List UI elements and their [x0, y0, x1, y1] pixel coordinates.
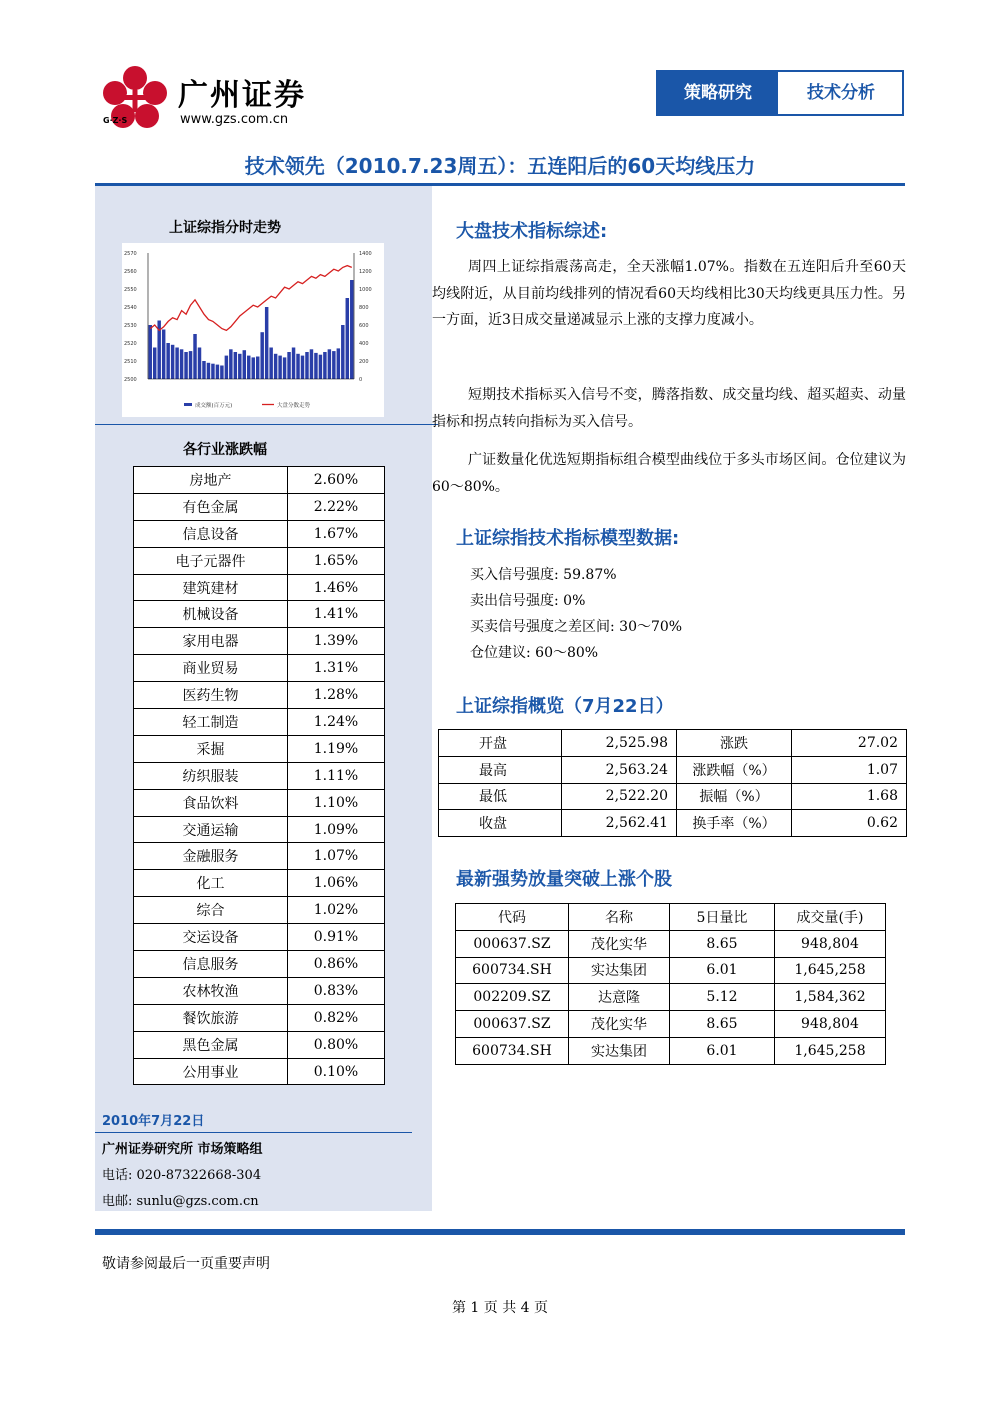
- industry-name: 餐饮旅游: [134, 1004, 288, 1031]
- stocks-row: [456, 984, 886, 1011]
- stocks-cell: 茂化实华: [569, 930, 670, 957]
- industry-change: 0.10%: [288, 1058, 385, 1085]
- market-overview-table: [438, 729, 907, 837]
- stocks-cell: 600734.SH: [456, 1037, 569, 1064]
- industry-name: 房地产: [134, 467, 288, 494]
- overview-row: [439, 783, 907, 810]
- industry-name: 电子元器件: [134, 547, 288, 574]
- industry-name: 轻工制造: [134, 709, 288, 736]
- y-right-tick: 1400: [359, 251, 372, 257]
- overview-cell: 最低: [439, 783, 562, 810]
- volume-bar: [283, 357, 286, 379]
- stocks-cell: 002209.SZ: [456, 984, 569, 1011]
- stocks-cell: 600734.SH: [456, 957, 569, 984]
- industry-title: 各行业涨跌幅: [183, 442, 267, 458]
- section-overview-heading: 大盘技术指标综述:: [456, 221, 608, 242]
- y-axis-right: [359, 251, 372, 383]
- volume-bar: [301, 356, 304, 379]
- industry-row: [134, 520, 385, 547]
- industry-change: 1.09%: [288, 816, 385, 843]
- industry-row: [134, 924, 385, 951]
- volume-bar: [193, 334, 196, 379]
- y-right-tick: 200: [359, 359, 369, 365]
- tag-technical-analysis: 技术分析: [807, 83, 875, 103]
- volume-bar: [198, 348, 201, 380]
- stocks-table: [455, 903, 886, 1065]
- brand-abbr: G·Z·S: [103, 116, 128, 125]
- model-buy-strength: 买入信号强度: 59.87%: [470, 567, 617, 583]
- industry-row: [134, 547, 385, 574]
- industry-change: 0.83%: [288, 977, 385, 1004]
- stocks-row: [456, 1011, 886, 1038]
- industry-row: [134, 493, 385, 520]
- industry-row: [134, 709, 385, 736]
- y-right-tick: 600: [359, 323, 369, 329]
- y-left-tick: 2550: [124, 287, 137, 293]
- industry-name: 公用事业: [134, 1058, 288, 1085]
- volume-bars: [149, 280, 354, 379]
- sidebar-divider-2: [95, 1132, 412, 1133]
- stocks-cell: 5.12: [670, 984, 775, 1011]
- volume-bar: [247, 356, 250, 379]
- stocks-cell: 6.01: [670, 957, 775, 984]
- industry-name: 机械设备: [134, 601, 288, 628]
- stocks-cell: 000637.SZ: [456, 930, 569, 957]
- volume-bar: [346, 298, 349, 379]
- industry-change: 1.10%: [288, 789, 385, 816]
- stocks-cell: 达意隆: [569, 984, 670, 1011]
- volume-bar: [296, 354, 299, 379]
- overview-row: [439, 756, 907, 783]
- overview-cell: 涨跌: [677, 730, 792, 757]
- model-diff-range: 买卖信号强度之差区间: 30～70%: [470, 619, 683, 635]
- stocks-row: [456, 957, 886, 984]
- volume-bar: [260, 332, 263, 379]
- contact-phone: 电话: 020-87322668-304: [102, 1168, 262, 1183]
- industry-name: 采掘: [134, 735, 288, 762]
- y-right-tick: 0: [359, 377, 363, 383]
- industry-name: 建筑建材: [134, 574, 288, 601]
- volume-bar: [202, 361, 205, 379]
- volume-bar: [328, 349, 331, 379]
- industry-row: [134, 574, 385, 601]
- volume-bar: [332, 351, 335, 379]
- volume-bar: [314, 353, 317, 379]
- volume-bar: [350, 280, 353, 379]
- volume-bar: [171, 345, 174, 379]
- stocks-cell: 实达集团: [569, 957, 670, 984]
- intraday-chart: [122, 243, 384, 417]
- dept-name: 广州证券研究所 市场策略组: [102, 1142, 263, 1157]
- brand-name: 广州证券: [178, 78, 306, 113]
- volume-bar: [323, 352, 326, 379]
- chart-title: 上证综指分时走势: [169, 220, 281, 236]
- volume-bar: [153, 348, 156, 380]
- legend-price: 大盘分数走势: [277, 403, 311, 409]
- section-market-heading: 上证综指概览（7月22日）: [456, 696, 674, 717]
- industry-change: 1.02%: [288, 897, 385, 924]
- volume-bar: [305, 352, 308, 379]
- industry-name: 综合: [134, 897, 288, 924]
- overview-paragraph-2: 短期技术指标买入信号不变，腾落指数、成交量均线、超买超卖、动量指标和拐点转向指标为买入信号。: [432, 387, 906, 430]
- stocks-cell: 948,804: [775, 930, 886, 957]
- y-left-tick: 2570: [124, 251, 137, 257]
- legend-swatch-volume: [184, 403, 192, 406]
- volume-bar: [189, 351, 192, 379]
- overview-cell: 1.07: [792, 756, 907, 783]
- volume-bar: [310, 349, 313, 379]
- volume-bar: [225, 356, 228, 379]
- industry-change: 0.80%: [288, 1031, 385, 1058]
- volume-bar: [149, 325, 152, 379]
- y-left-tick: 2530: [124, 323, 137, 329]
- volume-bar: [287, 352, 290, 379]
- volume-bar: [341, 325, 344, 379]
- y-right-tick: 1200: [359, 269, 372, 275]
- y-left-tick: 2500: [124, 377, 137, 383]
- industry-row: [134, 682, 385, 709]
- overview-cell: 2,522.20: [562, 783, 677, 810]
- industry-change: 2.22%: [288, 493, 385, 520]
- industry-row: [134, 1058, 385, 1085]
- page-number: 第 1 页 共 4 页: [451, 1300, 549, 1316]
- overview-cell: 2,562.41: [562, 810, 677, 837]
- industry-change: 1.46%: [288, 574, 385, 601]
- volume-bar: [216, 365, 219, 379]
- price-line: [150, 266, 352, 331]
- overview-cell: 最高: [439, 756, 562, 783]
- industry-row: [134, 467, 385, 494]
- overview-row: [439, 810, 907, 837]
- overview-cell: 收盘: [439, 810, 562, 837]
- stocks-header-cell: 名称: [569, 904, 670, 931]
- stocks-cell: 8.65: [670, 930, 775, 957]
- volume-bar: [166, 343, 169, 379]
- y-left-tick: 2560: [124, 269, 137, 275]
- industry-change: 1.31%: [288, 655, 385, 682]
- overview-cell: 2,563.24: [562, 756, 677, 783]
- volume-bar: [220, 366, 223, 380]
- industry-row: [134, 1031, 385, 1058]
- overview-paragraph-1: 周四上证综指震荡高走，全天涨幅1.07%。指数在五连阳后升至60天均线附近，从目前均线排列的情况看60天均线相比30天均线更具压力性。另一方面，近3日成交量递减显示上涨的支撑力度减小。: [432, 259, 906, 328]
- industry-name: 化工: [134, 870, 288, 897]
- page-title: 技术领先（2010.7.23周五）：五连阳后的60天均线压力: [244, 154, 756, 178]
- y-right-tick: 1000: [359, 287, 372, 293]
- industry-name: 农林牧渔: [134, 977, 288, 1004]
- industry-change: 1.39%: [288, 628, 385, 655]
- stocks-row: [456, 1037, 886, 1064]
- model-position: 仓位建议: 60～80%: [470, 645, 599, 661]
- stocks-header-cell: 成交量(手): [775, 904, 886, 931]
- stocks-cell: 8.65: [670, 1011, 775, 1038]
- stocks-header-row: [456, 904, 886, 931]
- industry-change: 1.19%: [288, 735, 385, 762]
- industry-name: 商业贸易: [134, 655, 288, 682]
- sidebar-divider: [95, 424, 438, 425]
- industry-name: 家用电器: [134, 628, 288, 655]
- industry-row: [134, 762, 385, 789]
- industry-name: 交通运输: [134, 816, 288, 843]
- volume-bar: [184, 352, 187, 379]
- overview-cell: 0.62: [792, 810, 907, 837]
- y-axis-left: [124, 251, 137, 383]
- industry-row: [134, 1004, 385, 1031]
- volume-bar: [180, 349, 183, 379]
- industry-name: 信息服务: [134, 951, 288, 978]
- industry-table: [133, 466, 385, 1085]
- industry-name: 医药生物: [134, 682, 288, 709]
- industry-name: 纺织服装: [134, 762, 288, 789]
- volume-bar: [175, 348, 178, 380]
- volume-bar: [269, 348, 272, 380]
- overview-cell: 开盘: [439, 730, 562, 757]
- volume-bar: [292, 348, 295, 380]
- model-sell-strength: 卖出信号强度: 0%: [470, 593, 586, 609]
- stocks-cell: 000637.SZ: [456, 1011, 569, 1038]
- overview-cell: 涨跌幅（%）: [677, 756, 792, 783]
- overview-row: [439, 730, 907, 757]
- industry-row: [134, 628, 385, 655]
- industry-name: 食品饮料: [134, 789, 288, 816]
- legend-volume: 成交额(百万元): [195, 403, 233, 409]
- overview-paragraph-3: 广证数量化优选短期指标组合模型曲线位于多头市场区间。仓位建议为60～80%。: [432, 452, 906, 495]
- volume-bar: [207, 363, 210, 379]
- y-left-tick: 2520: [124, 341, 137, 347]
- overview-cell: 振幅（%）: [677, 783, 792, 810]
- industry-row: [134, 897, 385, 924]
- stocks-cell: 948,804: [775, 1011, 886, 1038]
- section-stocks-heading: 最新强势放量突破上涨个股: [456, 869, 672, 890]
- industry-change: 1.41%: [288, 601, 385, 628]
- section-model-heading: 上证综指技术指标模型数据:: [456, 528, 680, 549]
- industry-row: [134, 655, 385, 682]
- stocks-cell: 实达集团: [569, 1037, 670, 1064]
- industry-row: [134, 951, 385, 978]
- y-right-tick: 400: [359, 341, 369, 347]
- volume-bar: [319, 355, 322, 379]
- industry-name: 交运设备: [134, 924, 288, 951]
- industry-row: [134, 601, 385, 628]
- industry-name: 信息设备: [134, 520, 288, 547]
- stocks-cell: 1,645,258: [775, 957, 886, 984]
- industry-name: 有色金属: [134, 493, 288, 520]
- industry-change: 1.65%: [288, 547, 385, 574]
- volume-bar: [274, 354, 277, 379]
- industry-change: 1.24%: [288, 709, 385, 736]
- volume-bar: [162, 330, 165, 380]
- industry-change: 1.06%: [288, 870, 385, 897]
- industry-row: [134, 870, 385, 897]
- volume-bar: [337, 348, 340, 379]
- industry-change: 1.67%: [288, 520, 385, 547]
- overview-cell: 1.68: [792, 783, 907, 810]
- volume-bar: [234, 352, 237, 379]
- overview-cell: 2,525.98: [562, 730, 677, 757]
- volume-bar: [256, 357, 259, 380]
- disclaimer: 敬请参阅最后一页重要声明: [102, 1256, 270, 1272]
- stocks-cell: 茂化实华: [569, 1011, 670, 1038]
- stocks-cell: 1,645,258: [775, 1037, 886, 1064]
- industry-change: 1.07%: [288, 843, 385, 870]
- brand-url[interactable]: www.gzs.com.cn: [180, 112, 289, 127]
- volume-bar: [252, 357, 255, 379]
- industry-change: 0.86%: [288, 951, 385, 978]
- volume-bar: [243, 350, 246, 379]
- industry-change: 1.28%: [288, 682, 385, 709]
- volume-bar: [229, 349, 232, 379]
- volume-bar: [211, 364, 214, 379]
- industry-name: 黑色金属: [134, 1031, 288, 1058]
- y-right-tick: 800: [359, 305, 369, 311]
- industry-name: 金融服务: [134, 843, 288, 870]
- report-date: 2010年7月22日: [102, 1114, 205, 1129]
- volume-bar: [265, 307, 268, 379]
- overview-cell: 换手率（%）: [677, 810, 792, 837]
- industry-row: [134, 816, 385, 843]
- industry-change: 1.11%: [288, 762, 385, 789]
- volume-bar: [238, 354, 241, 379]
- footer-divider: [95, 1229, 905, 1235]
- volume-bar: [278, 356, 281, 379]
- stocks-row: [456, 930, 886, 957]
- contact-email[interactable]: 电邮: sunlu@gzs.com.cn: [102, 1194, 259, 1209]
- industry-change: 0.82%: [288, 1004, 385, 1031]
- stocks-cell: 1,584,362: [775, 984, 886, 1011]
- overview-cell: 27.02: [792, 730, 907, 757]
- industry-change: 2.60%: [288, 467, 385, 494]
- y-left-tick: 2510: [124, 359, 137, 365]
- stocks-cell: 6.01: [670, 1037, 775, 1064]
- y-left-tick: 2540: [124, 305, 137, 311]
- industry-row: [134, 977, 385, 1004]
- tag-strategy-research: 策略研究: [658, 72, 778, 114]
- industry-row: [134, 735, 385, 762]
- industry-change: 0.91%: [288, 924, 385, 951]
- stocks-header-cell: 代码: [456, 904, 569, 931]
- industry-row: [134, 789, 385, 816]
- industry-row: [134, 843, 385, 870]
- stocks-header-cell: 5日量比: [670, 904, 775, 931]
